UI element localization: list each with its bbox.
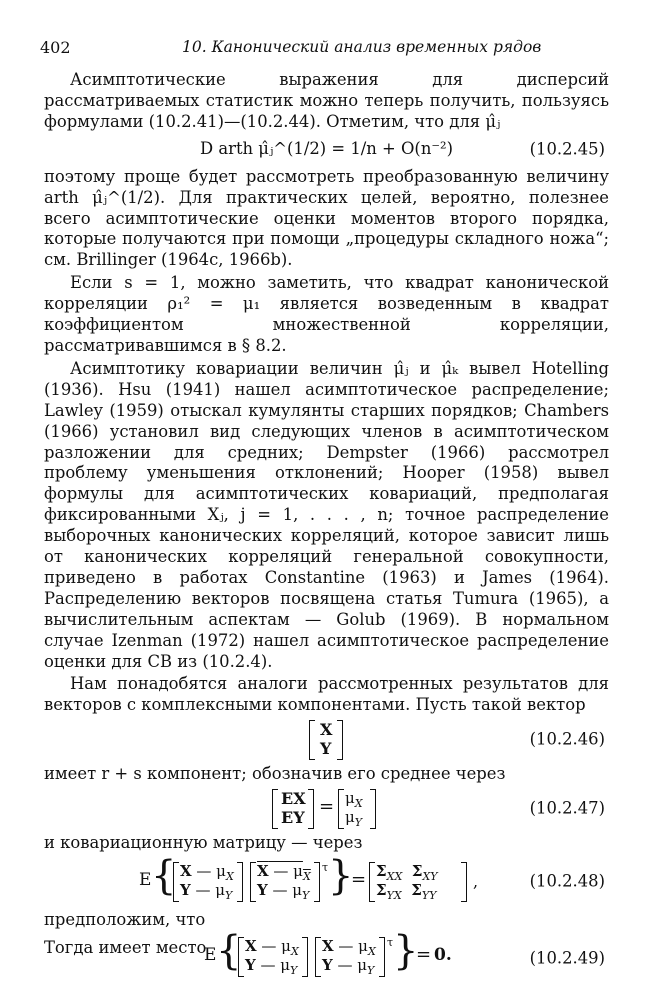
equation-number: (10.2.46) <box>529 729 605 749</box>
equation-number: (10.2.49) <box>529 948 605 968</box>
equation-number: (10.2.47) <box>529 798 605 818</box>
covariance-equation: E { X — $\mu_X$ Y — $\mu_Y$ X — $\mu_X$ Y — $\mu_Y$ τ } = $\Sigma_{XX}$ $\Sigma_{XY}$ $\Sigma_{YX}$ $\Sigma_{YY}$ , <box>139 853 479 903</box>
paragraph-6: имеет r + s компонент; обозначив его среднее через <box>44 764 506 784</box>
paragraph-2: поэтому проще будет рассмотреть преобразованную величину arth μ̂ⱼ^(1/2). Для практических целей, вероятно, полезнее всего асимптотические оценки моментов второго порядка, которые получаются при помощи „процедуры складного ножа“; см. Brillinger (1964c, 1966b). <box>44 166 609 270</box>
paragraph-5: Нам понадобятся аналоги рассмотренных результатов для векторов с комплексными компонентами. Пусть такой вектор <box>44 674 609 715</box>
mean-equation: EX EY = $\mu_X$ $\mu_Y$ <box>272 789 382 829</box>
paragraph-4: Асимптотику ковариации величин μ̂ⱼ и μ̂ₖ вывел Hotelling (1936). Hsu (1941) нашел асимптотическое распределение; Lawley (1959) отыскал кумулянты старших порядков; Chambers (1966) установил вид следующих членов в асимптотическом разложении для средних; Dempster (1966) рассмотрел проблему уменьшения отклонений; Hooper (1958) вывел формулы для асимптотических ковариаций, предполагая фиксированными Xⱼ, j = 1, . . . , n; точное распределение выборочных канонических корреляций, которое зависит лишь от канонических корреляций генеральной совокупности, приведено в работах Constantine (1963) и James (1964). Распределению векторов посвящена статья Tumura (1965), а вычислительным аспектам — Golub (1969). В нормальном случае Izenman (1972) нашел асимптотическое распределение оценки для CB из (10.2.4). <box>44 358 609 671</box>
paragraph-1: Асимптотические выражения для дисперсий рассматриваемых статистик можно теперь получить, пользуясь формулами (10.2.41)—(10.2.44). Отметим, что для μ̂ⱼ <box>44 70 609 131</box>
equation-10-2-46 <box>44 716 609 764</box>
paragraph-7: и ковариационную матрицу — через <box>44 833 363 853</box>
vector-xy: X Y <box>309 720 343 760</box>
equation-10-2-48 <box>44 854 609 910</box>
equation-number: (10.2.48) <box>529 871 605 891</box>
equation-body: D arth μ̂ⱼ^(1/2) = 1/n + O(n⁻²) <box>199 138 453 158</box>
equation-number: (10.2.45) <box>529 139 605 159</box>
page-body <box>44 70 609 987</box>
equation-10-2-45 <box>44 133 609 167</box>
paragraph-9: Тогда имеет место <box>44 938 207 957</box>
running-title: 10. Канонический анализ временных рядов <box>182 38 542 56</box>
paragraph-3: Если s = 1, можно заметить, что квадрат канонической корреляции ρ₁² = μ₁ является возведенным в квадрат коэффициентом множественной корреляции, рассматривавшимся в § 8.2. <box>44 273 609 355</box>
equation-10-2-47 <box>44 785 609 833</box>
running-header <box>40 38 610 62</box>
paragraph-8: предположим, что <box>44 910 206 930</box>
zero-equation: E { X — $\mu_X$ Y — $\mu_Y$ X — $\mu_X$ Y — $\mu_Y$ τ } = 0. <box>204 928 452 977</box>
page-number: 402 <box>40 38 71 57</box>
